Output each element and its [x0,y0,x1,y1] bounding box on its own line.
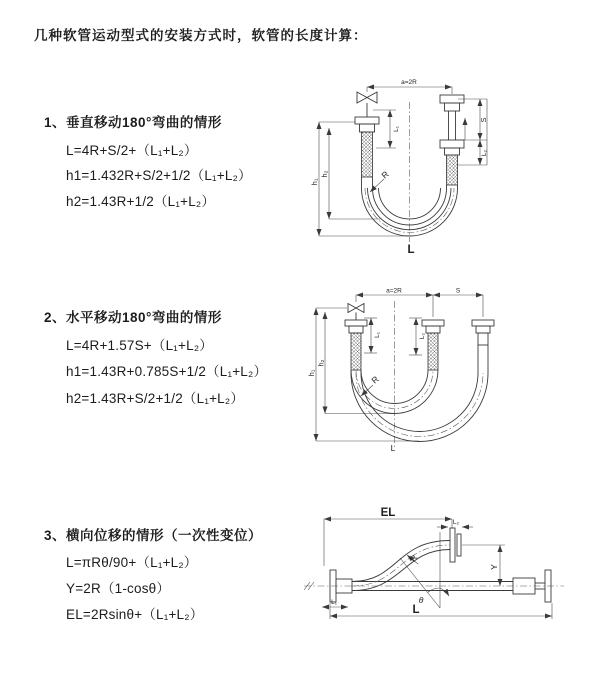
formula-s2-h2: h2=1.43R+S/2+1/2（L₁+L₂） [66,391,245,406]
diagram-lateral-displacement [300,500,600,670]
valve-icon [348,304,356,313]
formula-s3-EL: EL=2Rsinθ+（L₁+L₂） [66,607,204,622]
length-label: L [407,244,415,256]
dim-label-l1: L₁ [393,126,400,132]
valve-icon [357,92,367,103]
dim-label-l2: L₂ [419,332,426,340]
fitting-right [478,333,488,345]
dim-label-h2: h₂ [316,359,326,367]
dim-label-s: S [479,117,488,123]
section-1-heading: 1、垂直移动180°弯曲的情形 [44,115,222,130]
formula-s1-h2: h2=1.43R+1/2（L₁+L₂） [66,194,216,209]
dim-label-h1: h₁ [310,178,319,186]
flange-upper [450,528,455,562]
formula-s2-h1: h1=1.43R+0.785S+1/2（L₁+L₂） [66,364,268,379]
dim-label-h2: h₂ [320,170,329,178]
dim-label-span: a=2R [386,287,402,295]
dim-label-h1: h₁ [307,369,316,377]
length-label: L [412,604,420,616]
diagram-labels [310,79,488,256]
dim-label-s: S [455,287,461,295]
dim-label-y: Y [489,564,499,570]
dim-label-el: EL [380,507,396,519]
section-3-heading: 3、横向位移的情形（一次性变位） [44,528,263,543]
braided-hose-middle [428,333,438,370]
braided-hose-right [447,155,458,185]
diagram-labels [331,507,499,616]
braided-hose-left [351,333,361,370]
formula-s1-h1: h1=1.432R+S/2+1/2（L₁+L₂） [66,168,252,183]
page-title: 几种软管运动型式的安装方式时，软管的长度计算： [34,28,368,43]
section-2-heading: 2、水平移动180°弯曲的情形 [44,310,222,325]
angle-label: θ [418,595,424,605]
formula-s3-L: L=πRθ/90+（L₁+L₂） [66,555,198,570]
dim-label-l1: L₁ [331,599,337,606]
radius-label: R [379,168,391,181]
hose-and-fittings [330,528,551,602]
braided-hose-left [362,132,373,177]
formula-s2-L: L=4R+1.57S+（L₁+L₂） [66,338,213,353]
dim-label-l2: L₂ [452,519,460,526]
length-label: L [390,443,396,453]
diagram-horizontal-180-bend [305,285,600,470]
hose-and-fittings [345,304,494,442]
radius-label: R [407,552,420,564]
radius-label: R [369,373,381,386]
formula-s3-Y: Y=2R（1-cosθ） [66,581,171,596]
hose-curve-top [352,541,450,582]
dim-label-l2: L₂ [481,149,488,157]
diagram-vertical-180-bend [310,70,600,270]
dim-label-span: a=2R [401,79,417,86]
dimension-lines [304,519,564,619]
formula-s1-L: L=4R+S/2+（L₁+L₂） [66,143,198,158]
dim-label-l1: L₁ [374,332,381,338]
dimension-lines [316,295,483,447]
